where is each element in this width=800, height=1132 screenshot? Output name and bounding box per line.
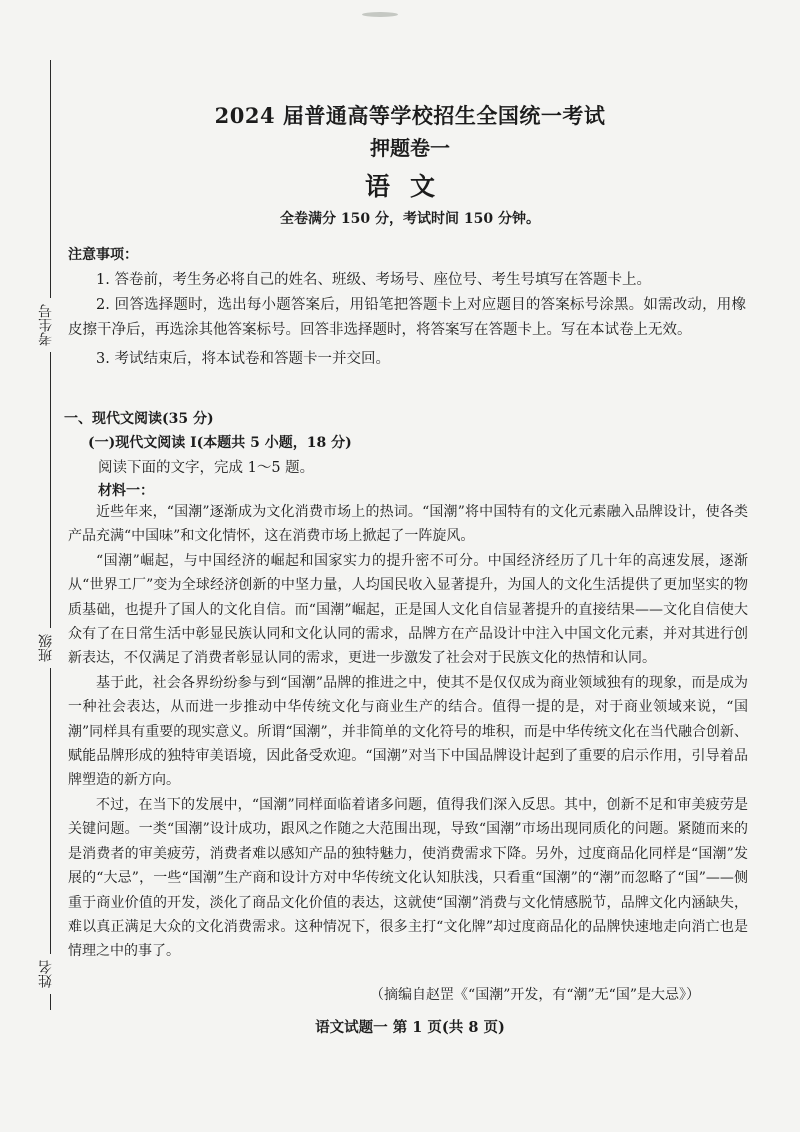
note-item: 3. 考试结束后，将本试卷和答题卡一并交回。 — [96, 351, 390, 367]
margin-label-class: 班级 — [36, 628, 58, 668]
subsection-title: (一)现代文阅读 Ⅰ(本题共 5 小题，18 分) — [88, 435, 352, 451]
scan-artifact — [362, 12, 398, 17]
subject-title: 语文 — [364, 172, 455, 201]
note-item: 2. 回答选择题时，选出每小题答案后，用铅笔把答题卡上对应题目的答案标号涂黑。如需改动，用橡皮擦干净后，再选涂其他答案标号。回答非选择题时，将答案写在答题卡上。写在本试卷上无效。 — [68, 297, 746, 338]
exam-title: 2024 届普通高等学校招生全国统一考试 — [214, 103, 606, 128]
margin-label-exam-number: 考生号 — [36, 298, 58, 352]
exam-subtitle: 押题卷一 — [370, 136, 450, 160]
notes-list — [68, 268, 746, 372]
reading-instruction: 阅读下面的文字，完成 1～5 题。 — [98, 460, 315, 476]
section-title: 一、现代文阅读(35 分) — [64, 411, 214, 427]
binding-line — [50, 60, 51, 1010]
notes-heading: 注意事项： — [68, 247, 138, 263]
note-item: 1. 答卷前，考生务必将自己的姓名、班级、考场号、座位号、考生号填写在答题卡上。 — [96, 272, 651, 288]
passage-paragraph: 不过，在当下的发展中，“国潮”同样面临着诸多问题，值得我们深入反思。其中，创新不足和审美疲劳是关键问题。一类“国潮”设计成功，跟风之作随之大范围出现，导致“国潮”市场出现同质化的问题。紧随而来的是消费者的审美疲劳，消费者难以感知产品的独特魅力，使消费需求下降。另外，过度商品化同样是“国潮”发展的“大忌”，一些“国潮”生产商和设计方对中华传统文化认知肤浅，只看重“国潮”的“潮”而忽略了“国”——侧重于商业价值的开发，淡化了商品文化价值的表达，这就使“国潮”消费与文化情感脱节，品牌文化内涵缺失，难以真正满足大众的文化消费需求。这种情况下，很多主打“文化牌”却过度商品化的品牌快速地走向消亡也是情理之中的事了。 — [68, 796, 748, 960]
page-footer: 语文试题一 第 1 页(共 8 页) — [315, 1019, 505, 1036]
reading-passage — [68, 500, 748, 964]
passage-paragraph: 近些年来，“国潮”逐渐成为文化消费市场上的热词。“国潮”将中国特有的文化元素融入品牌设计，使各类产品充满“中国味”和文化情怀，这在消费市场上掀起了一阵旋风。 — [68, 504, 748, 545]
material-label: 材料一： — [98, 483, 154, 499]
passage-paragraph: 基于此，社会各界纷纷参与到“国潮”品牌的推进之中，使其不是仅仅成为商业领域独有的现象，而是成为一种社会表达，从而进一步推动中华传统文化与商业生产的结合。值得一提的是，对于商业领域来说，“国潮”同样具有重要的现实意义。所谓“国潮”，并非简单的文化符号的堆积，而是中华传统文化在当代融合创新、赋能品牌形成的独特审美语境，因此备受欢迎。“国潮”对当下中国品牌设计起到了重要的启示作用，引导着品牌塑造的新方向。 — [68, 674, 748, 789]
passage-paragraph: “国潮”崛起，与中国经济的崛起和国家实力的提升密不可分。中国经济经历了几十年的高速发展，逐渐从“世界工厂”变为全球经济创新的中坚力量，人均国民收入显著提升，为国人的文化生活提供了更加坚实的物质基础，也提升了国人的文化自信。而“国潮”崛起，正是国人文化自信显著提升的直接结果——文化自信使大众有了在日常生活中彰显民族认同和文化认同的需求，品牌方在产品设计中注入中国文化元素，并对其进行创新表达，不仅满足了消费者彰显认同的需求，更进一步激发了社会对于民族文化的热情和认同。 — [68, 552, 748, 667]
source-citation: （摘编自赵罡《“国潮”开发，有“潮”无“国”是大忌》） — [370, 987, 700, 1003]
score-info: 全卷满分 150 分，考试时间 150 分钟。 — [280, 211, 540, 227]
margin-label-name: 姓名 — [36, 954, 58, 994]
